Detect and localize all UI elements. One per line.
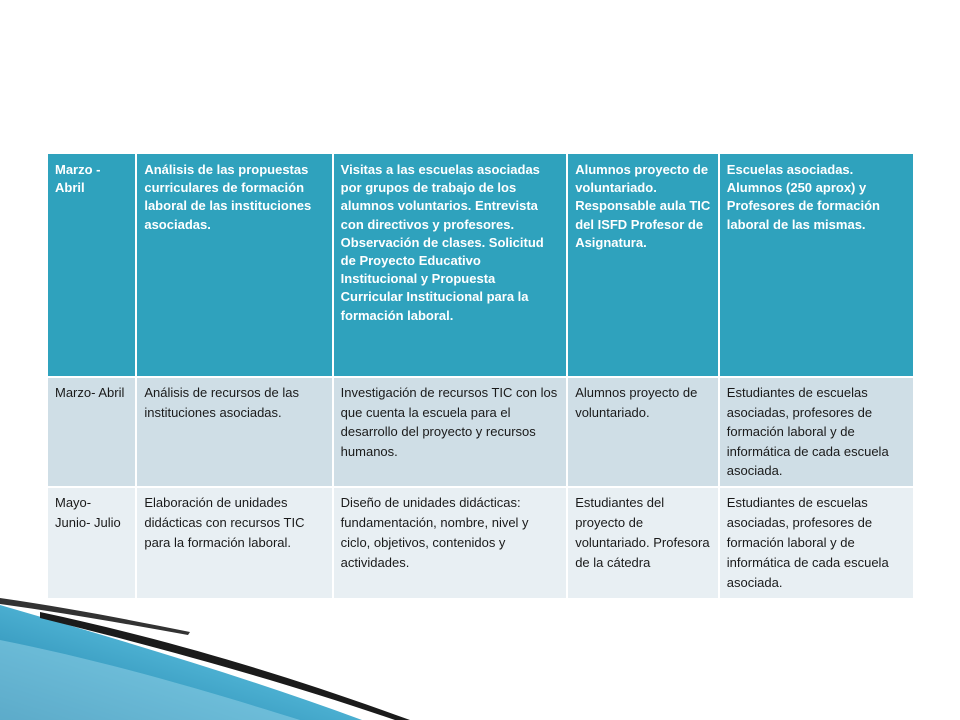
- cell-period: Marzo- Abril: [48, 377, 136, 487]
- swoosh-dark-streak-thin: [0, 598, 190, 635]
- cell-methodology: Visitas a las escuelas asociadas por grupos de trabajo de los alumnos voluntarios. Entrevista con directivos y profesores. Observación de clases. Solicitud de Proyecto Educativo Institucional y Propuesta Curricular Institucional para la formación laboral.: [333, 154, 568, 377]
- cell-activity: Análisis de recursos de las instituciones asociadas.: [136, 377, 332, 487]
- activities-table: [48, 154, 913, 600]
- cell-period: Marzo - Abril: [48, 154, 136, 377]
- cell-responsible: Alumnos proyecto de voluntariado.: [567, 377, 719, 487]
- cell-beneficiaries: Escuelas asociadas. Alumnos (250 aprox) y Profesores de formación laboral de las mismas.: [719, 154, 913, 377]
- swoosh-light-shape: [0, 640, 300, 720]
- cell-methodology: Investigación de recursos TIC con los que cuenta la escuela para el desarrollo del proyecto y recursos humanos.: [333, 377, 568, 487]
- cell-responsible: Estudiantes del proyecto de voluntariado. Profesora de la cátedra: [567, 487, 719, 599]
- swoosh-dark-streak: [40, 612, 410, 720]
- table-row: [48, 377, 913, 487]
- cell-period: Mayo- Junio- Julio: [48, 487, 136, 599]
- cell-beneficiaries: Estudiantes de escuelas asociadas, profesores de formación laboral y de informática de cada escuela asociada.: [719, 377, 913, 487]
- cell-activity: Elaboración de unidades didácticas con recursos TIC para la formación laboral.: [136, 487, 332, 599]
- swoosh-blue-shape: [0, 605, 362, 720]
- cell-responsible: Alumnos proyecto de voluntariado. Responsable aula TIC del ISFD Profesor de Asignatura.: [567, 154, 719, 377]
- cell-methodology: Diseño de unidades didácticas: fundamentación, nombre, nivel y ciclo, objetivos, contenidos y actividades.: [333, 487, 568, 599]
- cell-beneficiaries: Estudiantes de escuelas asociadas, profesores de formación laboral y de informática de cada escuela asociada.: [719, 487, 913, 599]
- cell-activity: Análisis de las propuestas curriculares de formación laboral de las instituciones asociadas.: [136, 154, 332, 377]
- table-row: [48, 487, 913, 599]
- table-row: [48, 154, 913, 377]
